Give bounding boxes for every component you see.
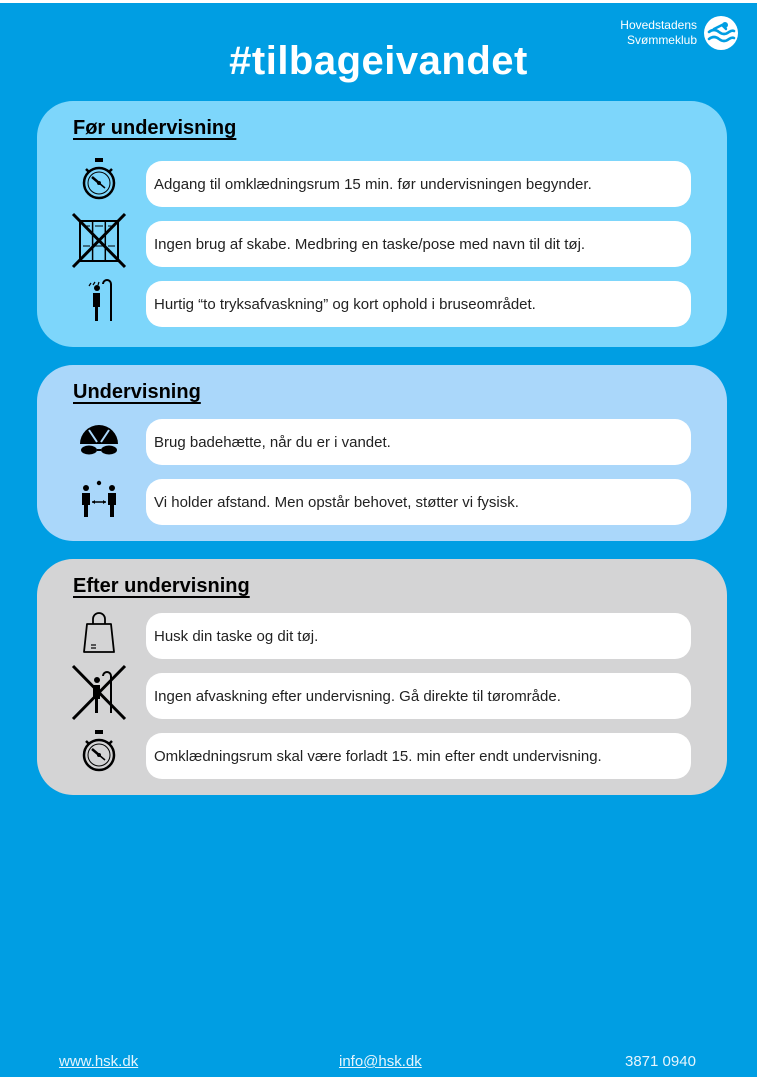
crossed-locker-icon [71, 211, 127, 271]
list-item [37, 613, 727, 659]
email-link[interactable]: info@hsk.dk [339, 1053, 422, 1070]
list-item [37, 419, 727, 465]
rule-text: Adgang til omklædningsrum 15 min. før undervisningen begynder. [146, 161, 691, 207]
crossed-shower-icon [71, 663, 127, 723]
section-heading: Før undervisning [73, 117, 237, 139]
section-after-class [37, 559, 727, 795]
rule-text: Hurtig “to tryksafvaskning” og kort ophold i bruseområdet. [146, 281, 691, 327]
website-link[interactable]: www.hsk.dk [59, 1053, 139, 1070]
poster [0, 3, 757, 1077]
logo-line-1: Hovedstadens [620, 18, 697, 32]
swim-cap-icon [71, 409, 127, 469]
list-item [37, 221, 727, 267]
section-heading: Efter undervisning [73, 575, 250, 597]
rule-text: Husk din taske og dit tøj. [146, 613, 691, 659]
list-item [37, 281, 727, 327]
list-item [37, 673, 727, 719]
list-item [37, 161, 727, 207]
rule-text: Vi holder afstand. Men opstår behovet, støtter vi fysisk. [146, 479, 691, 525]
stopwatch-icon [71, 151, 127, 211]
page-title: #tilbageivandet [229, 39, 528, 83]
rule-text: Omklædningsrum skal være forladt 15. min efter endt undervisning. [146, 733, 691, 779]
bag-icon [71, 603, 127, 663]
shower-icon [71, 271, 127, 331]
rule-text: Ingen afvaskning efter undervisning. Gå direkte til tørområde. [146, 673, 691, 719]
list-item [37, 479, 727, 525]
rule-text: Ingen brug af skabe. Medbring en taske/pose med navn til dit tøj. [146, 221, 691, 267]
logo-line-2: Svømmeklub [626, 33, 697, 47]
list-item [37, 733, 727, 779]
phone-number: 3871 0940 [625, 1053, 696, 1070]
section-during-class [37, 365, 727, 541]
distance-people-icon [71, 469, 127, 529]
rule-text: Brug badehætte, når du er i vandet. [146, 419, 691, 465]
section-heading: Undervisning [73, 381, 201, 403]
stopwatch-icon [71, 723, 127, 783]
section-before-class [37, 101, 727, 347]
